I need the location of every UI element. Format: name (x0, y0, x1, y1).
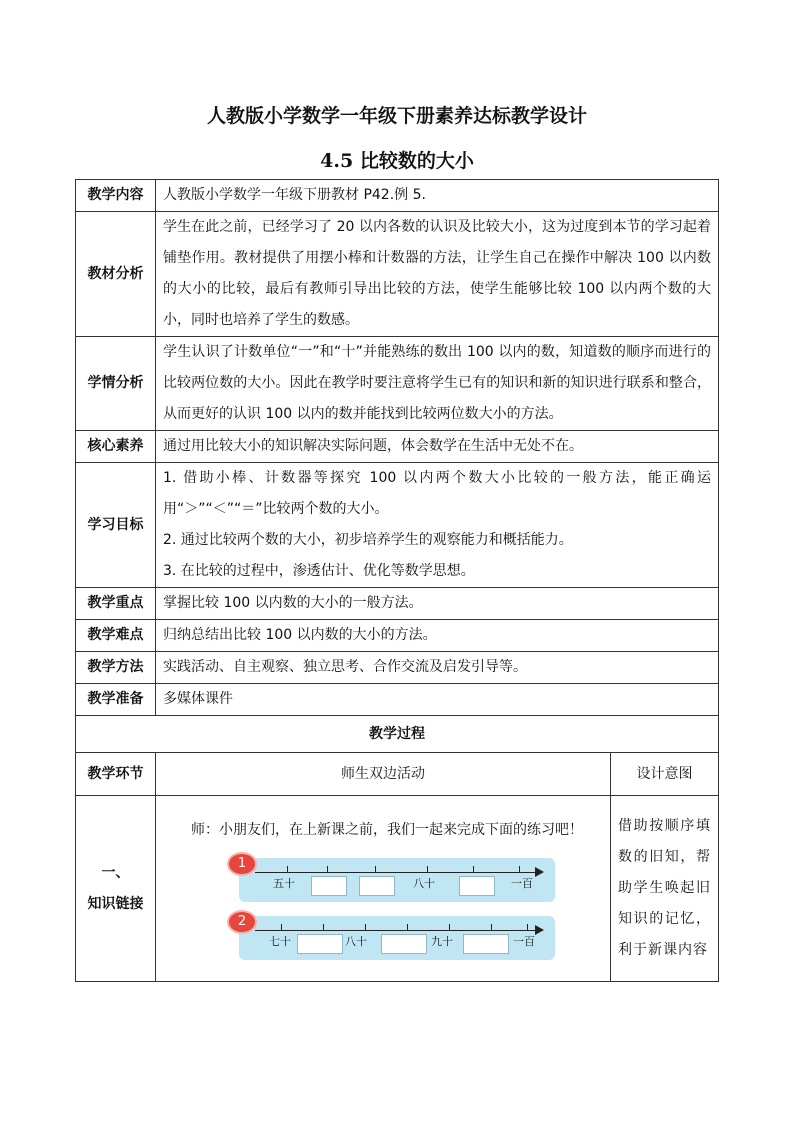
tick-mark (281, 924, 282, 931)
answer-box[interactable] (311, 876, 347, 896)
row-label: 学习目标 (76, 463, 156, 588)
table-row (76, 337, 719, 431)
row-label: 教材分析 (76, 212, 156, 337)
tick-mark (449, 924, 450, 931)
answer-box[interactable] (459, 876, 495, 896)
tick-mark (375, 866, 376, 873)
number-line-2 (227, 910, 567, 962)
row-label: 教学难点 (76, 620, 156, 652)
number-line-1 (227, 852, 567, 904)
table-row (76, 684, 719, 716)
row-content: 学生在此之前，已经学习了 20 以内各数的认识及比较大小，这为过度到本节的学习起着铺垫作用。教材提供了用摆小棒和计数器的方法，让学生自己在操作中解决 100 以内数的大小的比较，最后有教师引导出比较的方法，使学生能够比较 100 以内两个数的大小，同时也培养了学生的数感。 (156, 212, 719, 337)
row-label: 教学重点 (76, 588, 156, 620)
document-title: 人教版小学数学一年级下册素养达标教学设计 (206, 105, 587, 127)
tick-mark (365, 924, 366, 931)
row-content: 学生认识了计数单位“一”和“十”并能熟练的数出 100 以内的数，知道数的顺序而进行的比较两位数的大小。因此在教学时要注意将学生已有的知识和新的知识进行联系和整合，从而更好的认识 100 以内的数并能找到比较两位数大小的方法。 (156, 337, 719, 431)
goal-item: 1. 借助小棒、计数器等探究 100 以内两个数大小比较的一般方法，能正确运用“＞”“＜”“＝”比较两个数的大小。 (163, 470, 711, 517)
arrow-right-icon (535, 867, 544, 877)
row-content: 通过用比较大小的知识解决实际问题，体会数学在生活中无处不在。 (156, 431, 719, 463)
table-row (76, 753, 719, 796)
number-line-label: 七十 (269, 935, 291, 948)
table-row (76, 431, 719, 463)
tick-mark (323, 924, 324, 931)
arrow-right-icon (535, 925, 544, 935)
column-header-activity: 师生双边活动 (156, 753, 611, 796)
number-line-axis (255, 872, 539, 873)
table-row (76, 716, 719, 753)
tick-mark (287, 866, 288, 873)
table-row (76, 180, 719, 212)
tick-mark (407, 924, 408, 931)
number-line-label: 一百 (511, 877, 533, 890)
row-label: 教学方法 (76, 652, 156, 684)
design-intent-cell: 借助按顺序填数的旧知，帮助学生唤起旧知识的记忆，利于新课内容 (611, 796, 719, 982)
stage-cell (76, 796, 156, 982)
answer-box[interactable] (381, 934, 427, 954)
tick-mark (427, 866, 428, 873)
stage-name: 知识链接 (87, 895, 144, 912)
goal-item: 2. 通过比较两个数的大小，初步培养学生的观察能力和概括能力。 (163, 532, 573, 548)
number-line-label: 五十 (273, 877, 295, 890)
number-line-label: 八十 (413, 877, 435, 890)
process-heading: 教学过程 (76, 716, 719, 753)
goals-content (156, 463, 719, 588)
table-row (76, 796, 719, 982)
answer-box[interactable] (297, 934, 343, 954)
circled-number-badge: 2 (227, 910, 257, 934)
number-line-label: 一百 (513, 935, 535, 948)
row-label: 教学内容 (76, 180, 156, 212)
tick-mark (473, 866, 474, 873)
lesson-title: 4.5 比较数的大小 (320, 150, 474, 172)
tick-mark (527, 924, 528, 931)
column-header-stage: 教学环节 (76, 753, 156, 796)
column-header-intent: 设计意图 (611, 753, 719, 796)
stage-number: 一、 (101, 864, 130, 881)
lesson-plan-table (75, 179, 719, 982)
circled-number-badge: 1 (227, 852, 257, 876)
row-content: 人教版小学数学一年级下册教材 P42.例 5. (156, 180, 719, 212)
table-row (76, 463, 719, 588)
row-content: 实践活动、自主观察、独立思考、合作交流及启发引导等。 (156, 652, 719, 684)
answer-box[interactable] (463, 934, 509, 954)
row-label: 学情分析 (76, 337, 156, 431)
tick-mark (327, 866, 328, 873)
table-row (76, 212, 719, 337)
activity-cell (156, 796, 611, 982)
number-line-label: 八十 (345, 935, 367, 948)
number-line-label: 九十 (431, 935, 453, 948)
tick-mark (519, 866, 520, 873)
row-content: 掌握比较 100 以内数的大小的一般方法。 (156, 588, 719, 620)
row-content: 多媒体课件 (156, 684, 719, 716)
tick-mark (491, 924, 492, 931)
row-content: 归纳总结出比较 100 以内数的大小的方法。 (156, 620, 719, 652)
table-row (76, 652, 719, 684)
number-line-axis (255, 930, 539, 931)
table-row (76, 588, 719, 620)
row-label: 核心素养 (76, 431, 156, 463)
teacher-prompt: 师：小朋友们，在上新课之前，我们一起来完成下面的练习吧！ (191, 822, 583, 838)
goal-item: 3. 在比较的过程中，渗透估计、优化等数学思想。 (163, 563, 475, 579)
table-row (76, 620, 719, 652)
row-label: 教学准备 (76, 684, 156, 716)
answer-box[interactable] (359, 876, 395, 896)
